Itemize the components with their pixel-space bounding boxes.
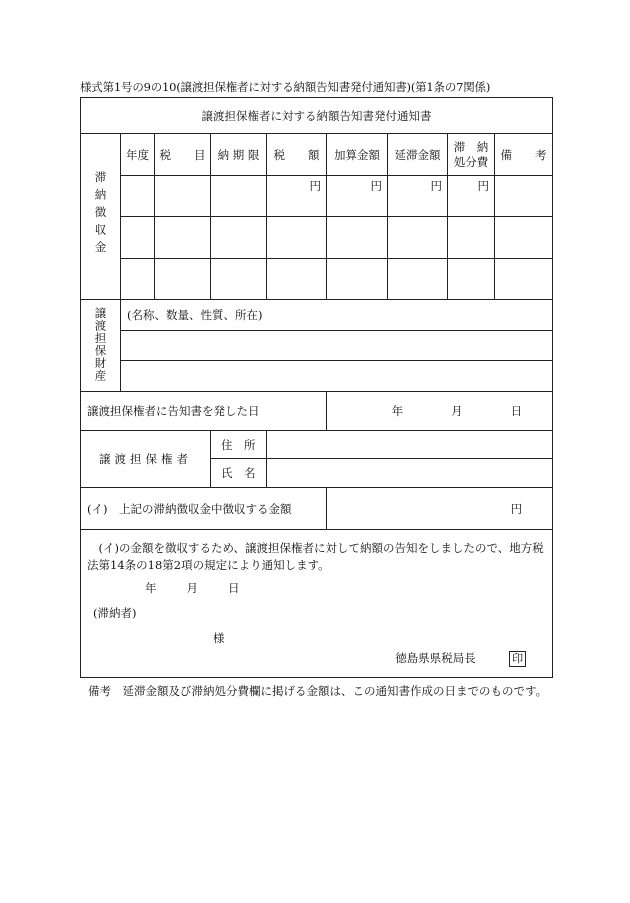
cell-disposition-cost[interactable] (448, 259, 495, 300)
delinquent-section-label: 滞納徴収金 (81, 134, 121, 300)
notice-date: 年 月 日 (145, 581, 240, 595)
footnote: 備考 延滞金額及び滞納処分費欄に掲げる金額は、この通知書作成の日までのものです。 (88, 684, 548, 698)
cell-additional-amount[interactable] (327, 217, 388, 259)
table-row (81, 176, 553, 217)
cell-tax-item[interactable] (155, 259, 211, 300)
cell-fiscal-year[interactable] (121, 217, 155, 259)
cell-remarks[interactable] (495, 259, 553, 300)
notice-date-field[interactable] (327, 392, 553, 431)
cell-late-fee[interactable] (388, 259, 448, 300)
column-remarks: 備 考 (495, 134, 553, 176)
table-row (81, 259, 553, 300)
table-row (81, 217, 553, 259)
property-hint: (名称、数量、性質、所在) (121, 300, 553, 331)
cell-due-date[interactable] (211, 217, 267, 259)
cell-fiscal-year[interactable] (121, 176, 155, 217)
column-additional-amount: 加算金額 (327, 134, 388, 176)
form-title: 様式第1号の9の10(譲渡担保権者に対する納額告知書発付通知書)(第1条の7関係) (80, 80, 491, 94)
cell-additional-amount[interactable] (327, 259, 388, 300)
cell-late-fee[interactable] (388, 217, 448, 259)
name-field[interactable] (267, 459, 553, 488)
cell-fiscal-year[interactable] (121, 259, 155, 300)
holder-label: 譲渡担保権者 (81, 431, 211, 488)
column-due-date: 納 期 限 (211, 134, 267, 176)
cell-tax-amount[interactable] (267, 259, 327, 300)
collect-amount-field[interactable] (327, 488, 553, 530)
notice-text: (イ)の金額を徴収するため、譲渡担保権者に対して納額の告知をしましたので、地方税法第14条の18第2項の規定により通知します。 (87, 541, 544, 572)
cell-due-date[interactable] (211, 259, 267, 300)
column-fiscal-year: 年度 (121, 134, 155, 176)
notice-date-label: 譲渡担保権者に告知書を発した日 (81, 392, 327, 431)
delinquent-person-label: (滞納者) (93, 606, 137, 620)
table-heading: 譲渡担保権者に対する納額告知書発付通知書 (81, 98, 553, 134)
yen-mark: 円 (448, 176, 495, 217)
cell-tax-item[interactable] (155, 176, 211, 217)
month-unit: 月 (451, 404, 463, 418)
collect-amount-label: (イ) 上記の滞納徴収金中徴収する金額 (81, 488, 327, 530)
property-section-label: 譲渡担保財産 (81, 300, 121, 392)
column-late-fee: 延滞金額 (388, 134, 448, 176)
yen-unit: 円 (510, 501, 523, 516)
year-unit: 年 (391, 404, 404, 418)
honorific: 様 (213, 631, 225, 645)
seal-mark: 印 (509, 651, 526, 667)
property-line[interactable] (121, 361, 553, 392)
address-label: 住 所 (211, 431, 267, 459)
cell-tax-amount[interactable] (267, 217, 327, 259)
issuer-name: 徳島県県税局長 (395, 651, 476, 665)
day-unit: 日 (510, 404, 523, 418)
notice-body (81, 530, 553, 678)
yen-mark: 円 (327, 176, 388, 217)
column-disposition-cost: 滞 納 処分費 (448, 134, 495, 176)
cell-due-date[interactable] (211, 176, 267, 217)
yen-mark: 円 (388, 176, 448, 217)
column-tax-item: 税 目 (155, 134, 211, 176)
cell-disposition-cost[interactable] (448, 217, 495, 259)
address-field[interactable] (267, 431, 553, 459)
cell-tax-item[interactable] (155, 217, 211, 259)
cell-remarks[interactable] (495, 176, 553, 217)
property-line[interactable] (121, 331, 553, 361)
name-label: 氏 名 (211, 459, 267, 488)
column-tax-amount: 税 額 (267, 134, 327, 176)
notice-form-table (80, 97, 553, 678)
cell-remarks[interactable] (495, 217, 553, 259)
issuer-line (395, 650, 526, 667)
yen-mark: 円 (267, 176, 327, 217)
